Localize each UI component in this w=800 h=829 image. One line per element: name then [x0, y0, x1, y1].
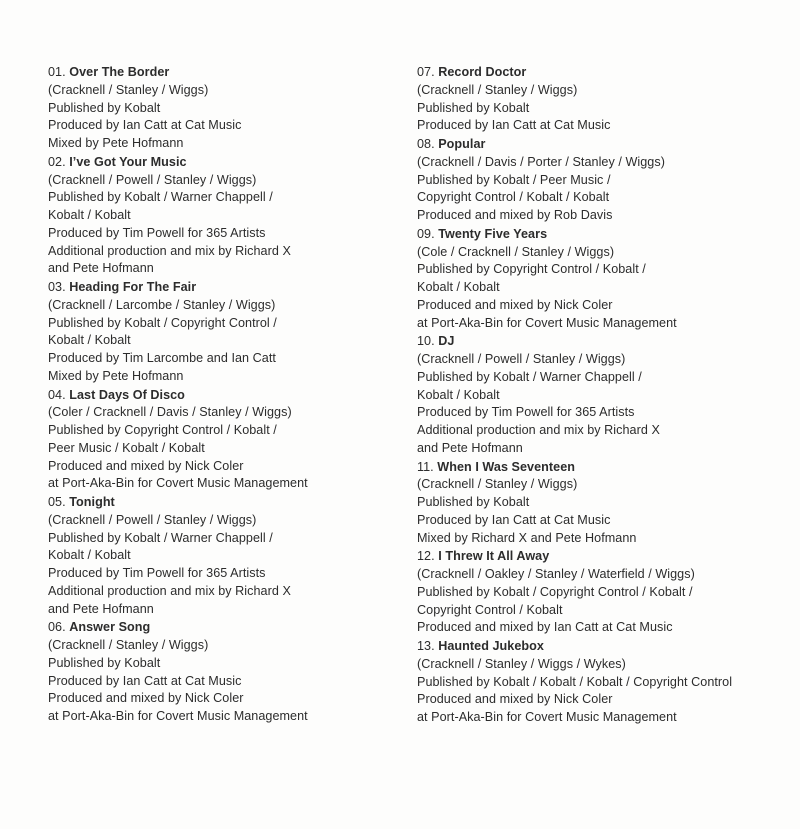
track-number: 03.: [48, 280, 66, 294]
track-heading: [417, 459, 792, 477]
credit-line: Published by Kobalt: [48, 655, 161, 670]
credit-line: Published by Copyright Control / Kobalt /: [417, 262, 646, 277]
credit-line: Published by Kobalt / Copyright Control / Kobalt /: [417, 584, 693, 599]
track-entry: [417, 638, 792, 727]
track-title: Over The Border: [69, 65, 170, 79]
credit-line: at Port-Aka-Bin for Covert Music Management: [48, 476, 308, 491]
credit-line: Produced by Tim Powell for 365 Artists: [48, 566, 266, 580]
credit-line: Produced by Tim Larcombe and Ian Catt: [48, 351, 276, 365]
credit-line: (Cracknell / Powell / Stanley / Wiggs): [48, 512, 257, 527]
track-title: Haunted Jukebox: [438, 639, 544, 653]
track-number: 07.: [417, 65, 435, 79]
credit-line: Published by Kobalt / Warner Chappell /: [48, 530, 273, 545]
track-entry: [48, 387, 393, 494]
track-number: 13.: [417, 639, 435, 653]
track-heading: [48, 154, 393, 172]
credit-line: (Cracknell / Stanley / Wiggs / Wykes): [417, 656, 626, 671]
credit-line: Published by Kobalt / Copyright Control /: [48, 315, 277, 330]
credit-line: (Coler / Cracknell / Davis / Stanley / Wiggs): [48, 405, 292, 420]
track-title: When I Was Seventeen: [437, 459, 575, 474]
right-column: [417, 64, 792, 728]
track-number: 12.: [417, 549, 435, 564]
track-entry: [417, 136, 792, 225]
credit-line: Published by Kobalt / Warner Chappell /: [48, 190, 273, 205]
credit-line: (Cole / Cracknell / Stanley / Wiggs): [417, 244, 615, 259]
track-number: 05.: [48, 495, 66, 509]
credit-line: and Pete Hofmann: [48, 261, 154, 276]
credit-line: Produced by Ian Catt at Cat Music: [417, 118, 611, 133]
credit-line: Copyright Control / Kobalt / Kobalt: [417, 190, 610, 205]
track-heading: [48, 387, 393, 405]
credit-line: Produced by Tim Powell for 365 Artists: [48, 225, 266, 240]
credit-line: Produced and mixed by Rob Davis: [417, 208, 613, 222]
track-title: Popular: [438, 137, 486, 151]
credit-line: Produced by Tim Powell for 365 Artists: [417, 405, 635, 420]
credit-line: Peer Music / Kobalt / Kobalt: [48, 440, 205, 455]
credit-line: Kobalt / Kobalt: [48, 548, 131, 563]
track-entry: [417, 548, 792, 637]
credit-line: Published by Kobalt / Kobalt / Kobalt / Copyright Control: [417, 674, 733, 689]
track-heading: [48, 279, 393, 297]
track-entry: [48, 279, 393, 386]
credit-line: Mixed by Pete Hofmann: [48, 136, 184, 150]
credit-line: (Cracknell / Stanley / Wiggs): [417, 477, 578, 492]
credit-line: (Cracknell / Stanley / Wiggs): [417, 82, 578, 97]
track-number: 10.: [417, 334, 435, 349]
credit-line: and Pete Hofmann: [48, 601, 154, 616]
track-title: Last Days Of Disco: [69, 387, 185, 402]
track-entry: [48, 154, 393, 278]
track-title: I Threw It All Away: [438, 549, 550, 564]
track-heading: [48, 494, 393, 512]
track-title: Record Doctor: [438, 65, 527, 79]
track-heading: [417, 638, 792, 656]
track-heading: [417, 333, 792, 351]
credit-line: Produced and mixed by Nick Coler: [48, 458, 244, 473]
credit-line: at Port-Aka-Bin for Covert Music Management: [417, 315, 677, 330]
track-entry: [417, 226, 792, 333]
track-number: 06.: [48, 620, 66, 635]
credit-line: Produced and mixed by Ian Catt at Cat Music: [417, 620, 673, 635]
credit-line: (Cracknell / Stanley / Wiggs): [48, 82, 209, 97]
track-entry: [417, 459, 792, 548]
credit-line: Produced and mixed by Nick Coler: [417, 692, 613, 707]
credit-line: (Cracknell / Powell / Stanley / Wiggs): [48, 172, 257, 187]
track-title: I’ve Got Your Music: [69, 154, 187, 169]
credit-line: (Cracknell / Larcombe / Stanley / Wiggs): [48, 297, 276, 312]
credit-line: (Cracknell / Davis / Porter / Stanley / Wiggs): [417, 154, 665, 169]
credit-line: Mixed by Richard X and Pete Hofmann: [417, 530, 637, 545]
credit-line: Kobalt / Kobalt: [48, 208, 131, 222]
credit-line: Published by Kobalt / Peer Music /: [417, 172, 611, 187]
credit-line: Published by Kobalt: [417, 100, 530, 115]
credit-line: at Port-Aka-Bin for Covert Music Management: [417, 710, 677, 724]
track-heading: [417, 548, 792, 566]
credit-line: Kobalt / Kobalt: [417, 387, 500, 402]
credit-line: Produced and mixed by Nick Coler: [417, 297, 613, 312]
track-title: Twenty Five Years: [438, 226, 548, 241]
credit-line: Published by Kobalt / Warner Chappell /: [417, 369, 642, 384]
credit-line: Published by Copyright Control / Kobalt /: [48, 423, 277, 437]
track-entry: [48, 619, 393, 726]
track-heading: [417, 64, 792, 82]
track-number: 09.: [417, 226, 435, 241]
track-number: 02.: [48, 154, 66, 169]
track-number: 04.: [48, 387, 66, 402]
credit-line: Copyright Control / Kobalt: [417, 602, 563, 617]
credit-line: at Port-Aka-Bin for Covert Music Management: [48, 709, 308, 723]
credit-line: Produced by Ian Catt at Cat Music: [48, 673, 242, 688]
credit-line: Produced and mixed by Nick Coler: [48, 691, 244, 706]
track-entry: [48, 64, 393, 153]
track-heading: [417, 136, 792, 154]
track-number: 08.: [417, 137, 435, 151]
track-entry: [417, 64, 792, 135]
track-title: Tonight: [69, 495, 115, 509]
track-title: Answer Song: [69, 620, 151, 635]
credit-line: Produced by Ian Catt at Cat Music: [417, 512, 611, 527]
credit-line: and Pete Hofmann: [417, 440, 523, 455]
track-heading: [417, 226, 792, 244]
credit-line: Produced by Ian Catt at Cat Music: [48, 118, 242, 133]
credit-line: Mixed by Pete Hofmann: [48, 368, 184, 383]
credit-line: Published by Kobalt: [417, 495, 530, 509]
track-title: DJ: [438, 334, 455, 349]
credit-line: Kobalt / Kobalt: [417, 280, 500, 294]
track-entry: [48, 494, 393, 618]
credit-line: Additional production and mix by Richard X: [48, 243, 291, 258]
credit-line: Kobalt / Kobalt: [48, 333, 131, 348]
track-title: Heading For The Fair: [69, 280, 197, 294]
track-entry: [417, 333, 792, 457]
track-number: 11.: [417, 459, 434, 474]
credit-line: Additional production and mix by Richard X: [417, 423, 660, 437]
credit-line: (Cracknell / Powell / Stanley / Wiggs): [417, 352, 626, 366]
credit-line: Additional production and mix by Richard X: [48, 583, 291, 598]
track-number: 01.: [48, 65, 66, 79]
credit-line: (Cracknell / Stanley / Wiggs): [48, 638, 209, 652]
left-column: [48, 64, 393, 727]
credit-line: (Cracknell / Oakley / Stanley / Waterfield / Wiggs): [417, 567, 695, 581]
track-heading: [48, 64, 393, 82]
track-heading: [48, 619, 393, 637]
credit-line: Published by Kobalt: [48, 100, 161, 115]
